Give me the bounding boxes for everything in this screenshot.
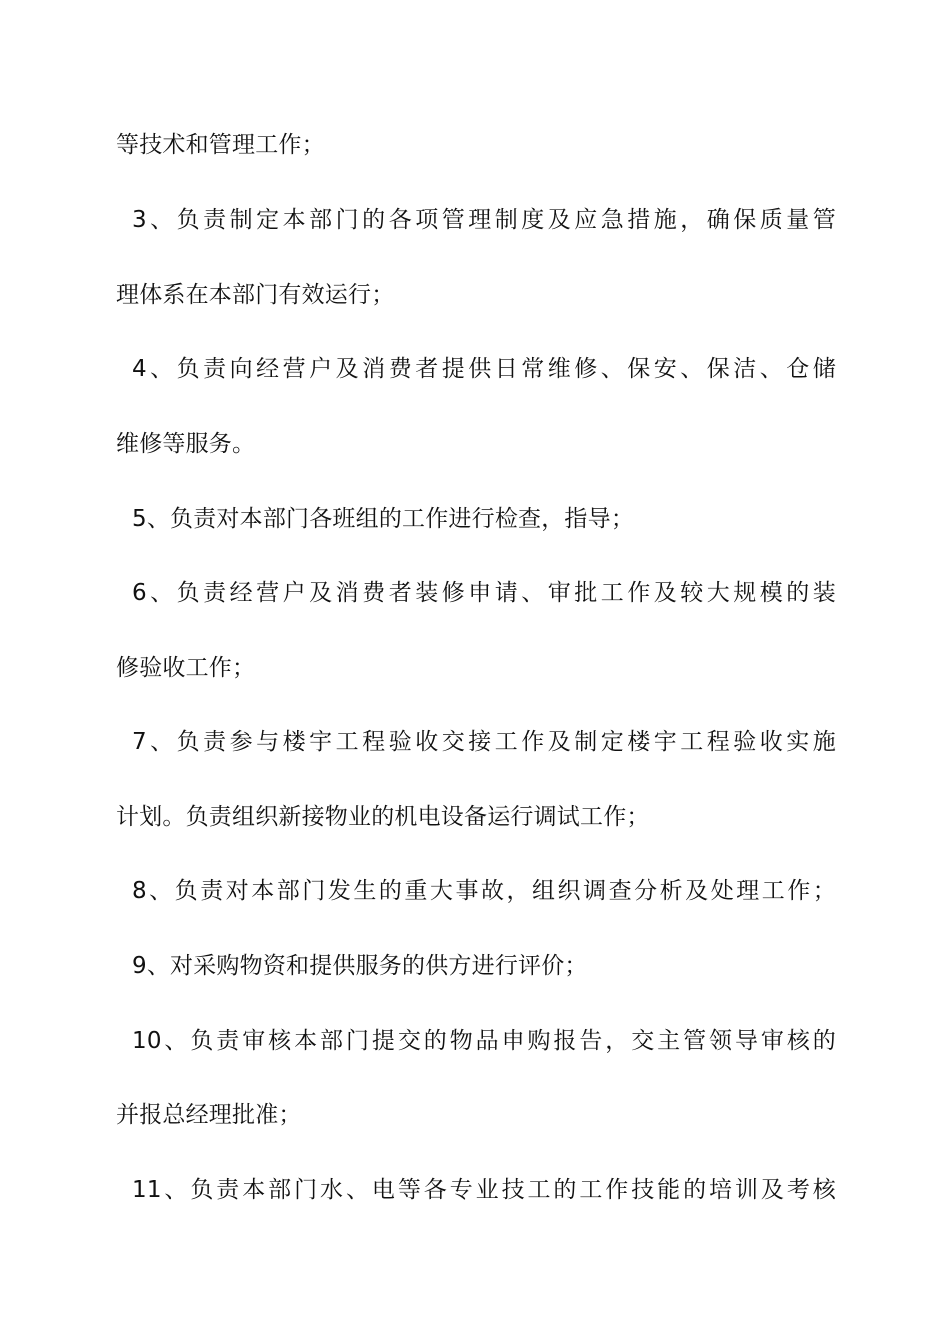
text-line-4: 4、负责向经营户及消费者提供日常维修、保安、保洁、仓储 [132, 356, 836, 382]
text-line-7: 6、负责经营户及消费者装修申请、审批工作及较大规模的装 [132, 580, 836, 606]
text-line-6: 5、负责对本部门各班组的工作进行检查，指导； [132, 506, 635, 532]
text-line-3: 理体系在本部门有效运行； [116, 282, 395, 308]
text-line-8: 修验收工作； [116, 655, 256, 681]
text-line-1: 等技术和管理工作； [116, 132, 325, 158]
text-line-11: 8、负责对本部门发生的重大事故，组织调查分析及处理工作； [132, 878, 836, 904]
text-line-14: 并报总经理批准； [116, 1102, 302, 1128]
text-line-10: 计划。负责组织新接物业的机电设备运行调试工作； [116, 804, 650, 830]
text-line-2: 3、负责制定本部门的各项管理制度及应急措施，确保质量管 [132, 207, 836, 233]
text-line-12: 9、对采购物资和提供服务的供方进行评价； [132, 953, 588, 979]
text-line-13: 10、负责审核本部门提交的物品申购报告，交主管领导审核的 [132, 1028, 836, 1054]
text-line-15: 11、负责本部门水、电等各专业技工的工作技能的培训及考核 [132, 1177, 836, 1203]
text-line-9: 7、负责参与楼宇工程验收交接工作及制定楼宇工程验收实施 [132, 729, 836, 755]
text-line-5: 维修等服务。 [116, 431, 256, 457]
